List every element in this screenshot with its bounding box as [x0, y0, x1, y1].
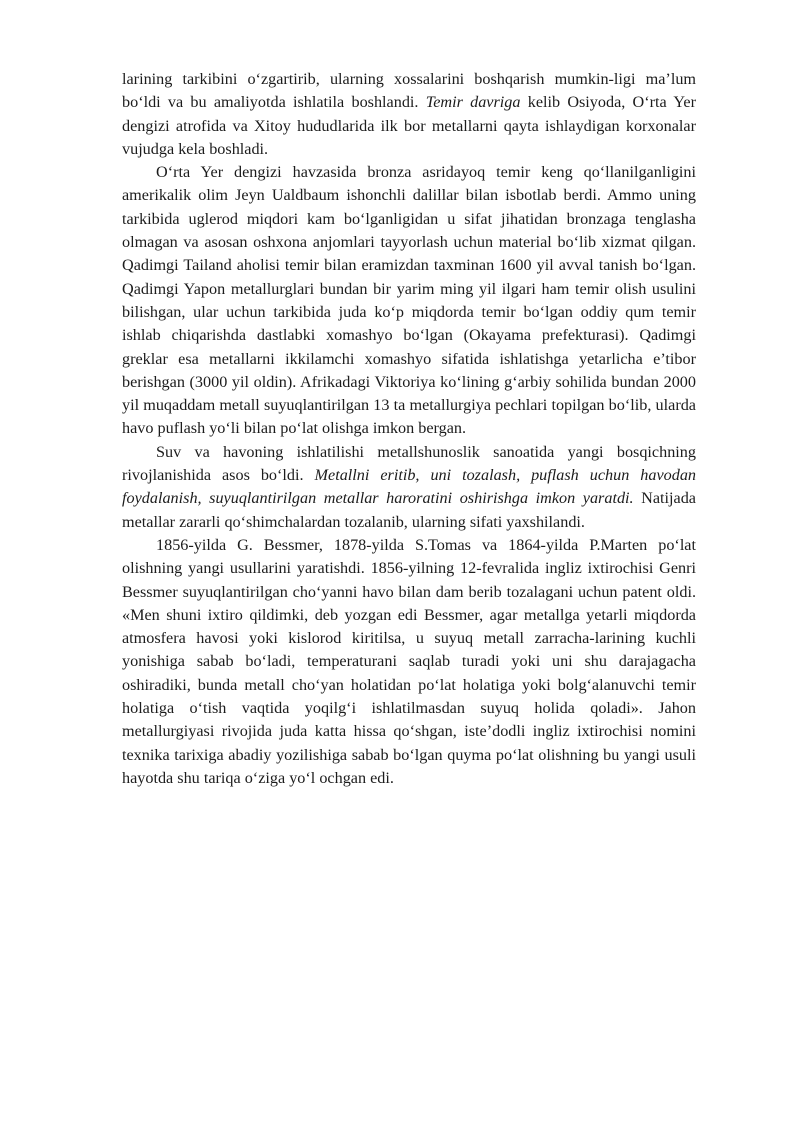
emphasis-term: Temir davriga	[425, 93, 521, 112]
text-run: 1856-yilda G. Bessmer, 1878-yilda S.Tomas va 1864-yilda P.Marten po‘lat olishning yangi usullarini yaratishdi. 1856-yilning 12-fevralida ingliz ixtirochisi Genri Bessmer suyuqlantirilgan cho‘yanni havo bilan dam berib tozalagani uchun patent oldi. «Men shuni ixtiro qildimki, deb yozgan edi Bessmer, agar metallga yetarli miqdorda atmosfera havosi yoki kislorod kiritilsa, u suyuq metall zarracha-larining kuchli yonishiga sabab bo‘ladi, temperaturani saqlab turadi yoki uni shu darajagacha oshiradiki, bunda metall cho‘yan holatidan po‘lat holatiga yoki bolg‘alanuvchi temir holatiga o‘tish vaqtida yoqilg‘i ishlatilmasdan suyuq holida qoladi». Jahon metallurgiyasi rivojida juda katta hissa qo‘shgan, iste’dodli ingliz ixtirochisi nomini texnika tarixiga abadiy yozilishiga sabab bo‘lgan quyma po‘lat olishning bu yangi usuli hayotda shu tariqa o‘ziga yo‘l ochgan edi.	[122, 535, 696, 787]
text-run: Natijada metallar zararli qo‘shimchalardan tozalanib, ularning sifati yaxshilandi.	[122, 489, 696, 531]
text-run: kelib Osiyoda, O‘rta Yer dengizi atrofida va Xitoy hududlarida ilk bor metallarni qayta ishlaydigan korxonalar vujudga kela boshladi.	[122, 93, 696, 158]
emphasis-sentence: Metallni eritib, uni tozalash, puflash uchun havodan foydalanish, suyuqlantirilgan metallar haroratini oshirishga imkon yaratdi.	[122, 466, 697, 508]
text-run: larining tarkibini o‘zgartirib, ularning xossalarini boshqarish mumkin-ligi ma’lum bo‘ldi va bu amaliyotda ishlatila boshlandi.	[122, 70, 696, 112]
paragraph-4	[122, 534, 696, 790]
paragraph-2	[122, 161, 696, 441]
text-run: O‘rta Yer dengizi havzasida bronza asridayoq temir keng qo‘llanilganligini amerikalik olim Jeyn Ualdbaum ishonchli dalillar bilan isbotlab berdi. Ammo uning tarkibida uglerod miqdori kam bo‘lganligidan u sifat jihatidan bronzaga tenglasha olmagan va asosan oshxona anjomlari tayyorlash uchun material bo‘lib xizmat qilgan. Qadimgi Tailand aholisi temir bilan eramizdan taxminan 1600 yil avval tanish bo‘lgan. Qadimgi Yapon metallurglari bundan bir yarim ming yil ilgari ham temir olish usulini bilishgan, ular uchun tarkibida juda ko‘p miqdorda temir bo‘lgan oddiy qum temir ishlab chiqarishda dastlabki xomashyo bo‘lgan (Okayama prefekturasi). Qadimgi greklar esa metallarni ikkilamchi xomashyo sifatida ishlatishga yetarlicha e’tibor berishgan (3000 yil oldin). Afrikadagi Viktoriya ko‘lining g‘arbiy sohilida bundan 2000 yil muqaddam metall suyuqlantirilgan 13 ta metallurgiya pechlari topilgan bo‘lib, ularda havo puflash yo‘li bilan po‘lat olishga imkon bergan.	[122, 163, 696, 438]
paragraph-3	[122, 441, 696, 534]
paragraph-1	[122, 68, 696, 161]
text-run: Suv va havoning ishlatilishi metallshunoslik sanoatida yangi bosqichning rivojlanishida asos bo‘ldi.	[122, 442, 696, 485]
